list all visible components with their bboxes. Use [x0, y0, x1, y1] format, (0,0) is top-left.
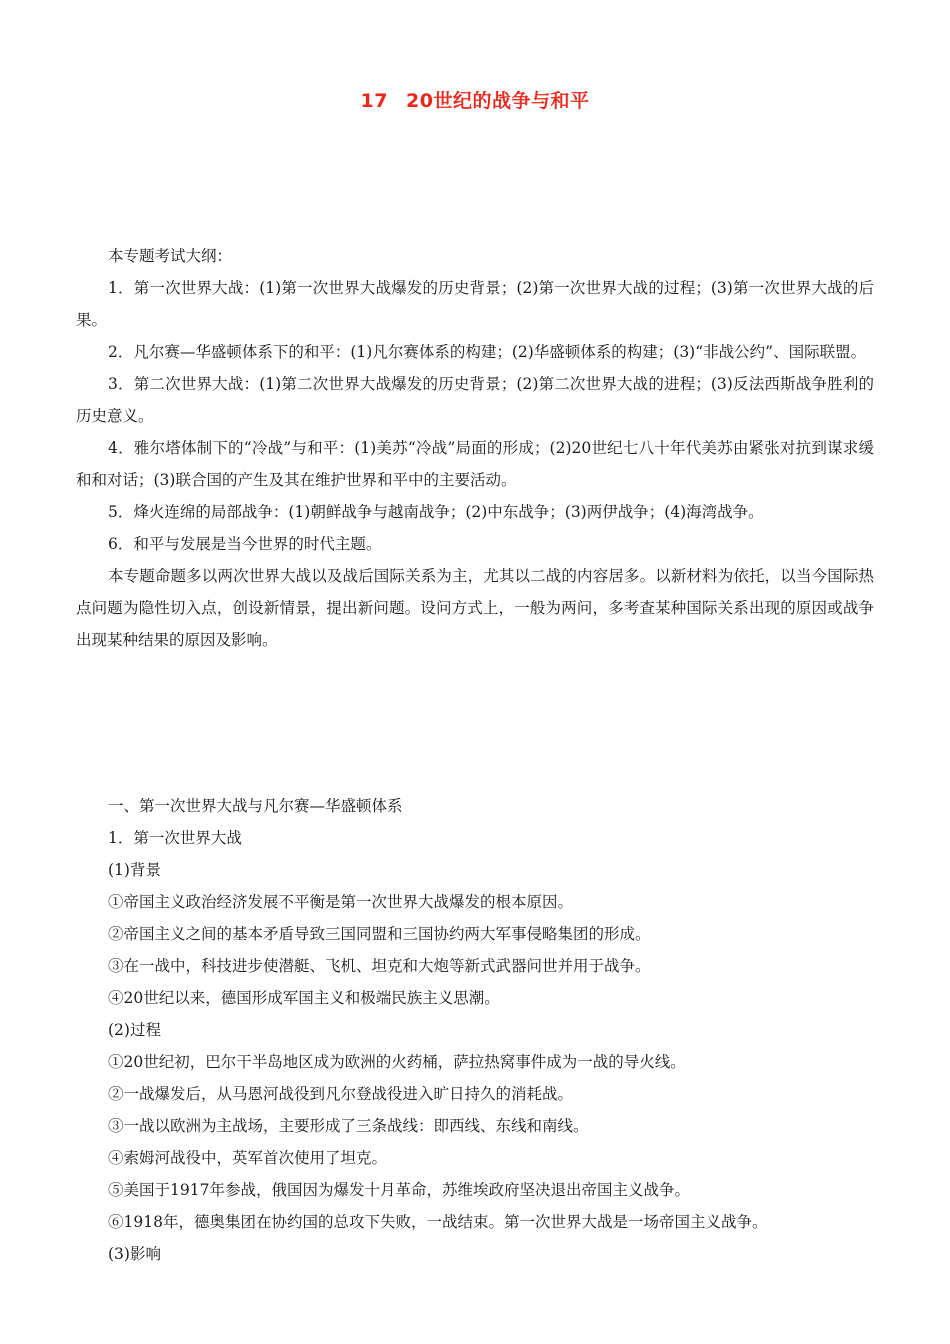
point-heading: (1)背景	[108, 861, 161, 879]
list-item: ⑤美国于1917年参战，俄国因为爆发十月革命，苏维埃政府坚决退出帝国主义战争。	[108, 1181, 690, 1199]
list-item: ④20世纪以来，德国形成军国主义和极端民族主义思潮。	[108, 989, 500, 1007]
outline-item: 1．第一次世界大战：(1)第一次世界大战爆发的历史背景；(2)第一次世界大战的过程；(3)第一次世界大战的后果。	[76, 279, 874, 329]
page-title	[0, 86, 950, 113]
content-section	[76, 790, 874, 1270]
outline-item: 4．雅尔塔体制下的“冷战”与和平：(1)美苏“冷战”局面的形成；(2)20世纪七八十年代美苏由紧张对抗到谋求缓和和对话；(3)联合国的产生及其在维护世界和平中的主要活动。	[76, 439, 874, 489]
exam-outline-section	[76, 240, 874, 656]
list-item: ②一战爆发后，从马恩河战役到凡尔登战役进入旷日持久的消耗战。	[108, 1085, 574, 1103]
subsection-heading: 1．第一次世界大战	[108, 829, 242, 847]
chapter-number: 17	[360, 90, 388, 112]
outline-summary: 本专题命题多以两次世界大战以及战后国际关系为主，尤其以二战的内容居多。以新材料为依托，以当今国际热点问题为隐性切入点，创设新情景，提出新问题。设问方式上，一般为两问，多考查某种国际关系出现的原因或战争出现某种结果的原因及影响。	[76, 567, 874, 649]
list-item: ①帝国主义政治经济发展不平衡是第一次世界大战爆发的根本原因。	[108, 893, 574, 911]
outline-item: 2．凡尔赛—华盛顿体系下的和平：(1)凡尔赛体系的构建；(2)华盛顿体系的构建；(3)“非战公约”、国际联盟。	[108, 343, 867, 361]
point-heading: (3)影响	[108, 1245, 161, 1263]
chapter-title: 20世纪的战争与和平	[406, 90, 590, 112]
list-item: ①20世纪初，巴尔干半岛地区成为欧洲的火药桶，萨拉热窝事件成为一战的导火线。	[108, 1053, 686, 1071]
list-item: ⑥1918年，德奥集团在协约国的总攻下失败，一战结束。第一次世界大战是一场帝国主义战争。	[108, 1213, 768, 1231]
outline-heading: 本专题考试大纲：	[108, 247, 233, 265]
point-heading: (2)过程	[108, 1021, 161, 1039]
section-heading: 一、第一次世界大战与凡尔赛—华盛顿体系	[108, 797, 403, 815]
outline-item: 6．和平与发展是当今世界的时代主题。	[108, 535, 382, 553]
list-item: ④索姆河战役中，英军首次使用了坦克。	[108, 1149, 388, 1167]
list-item: ②帝国主义之间的基本矛盾导致三国同盟和三国协约两大军事侵略集团的形成。	[108, 925, 651, 943]
list-item: ③一战以欧洲为主战场，主要形成了三条战线：即西线、东线和南线。	[108, 1117, 589, 1135]
list-item: ③在一战中，科技进步使潜艇、飞机、坦克和大炮等新式武器问世并用于战争。	[108, 957, 651, 975]
outline-item: 5．烽火连绵的局部战争：(1)朝鲜战争与越南战争；(2)中东战争；(3)两伊战争；(4)海湾战争。	[108, 503, 764, 521]
outline-item: 3．第二次世界大战：(1)第二次世界大战爆发的历史背景；(2)第二次世界大战的进程；(3)反法西斯战争胜利的历史意义。	[76, 375, 874, 425]
